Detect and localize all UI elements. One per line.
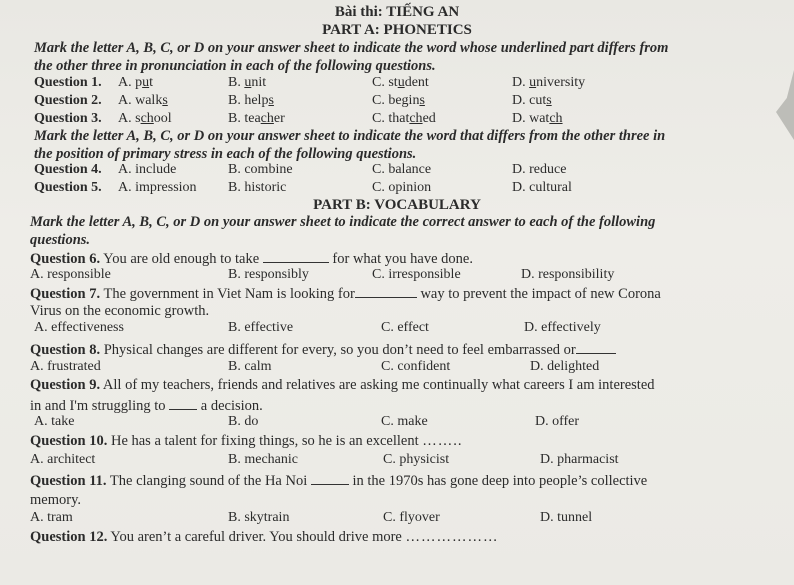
question-10-stem: Question 10. He has a talent for fixing things, so he is an excellent …….. [30, 433, 463, 449]
question-label: Question 11. [30, 473, 107, 489]
question-6-stem: Question 6. You are old enough to take for what you have done. [30, 251, 473, 267]
option-b[interactable]: B. calm [228, 359, 272, 374]
option-c[interactable]: C. physicist [383, 452, 450, 467]
option-a[interactable]: A. school [118, 111, 172, 126]
question-label: Question 1. [34, 75, 102, 90]
option-a[interactable]: A. put [118, 75, 154, 90]
answer-blank[interactable] [355, 285, 417, 298]
option-a[interactable]: A. architect [30, 452, 96, 467]
question-7-stem: Question 7. The government in Viet Nam is looking for way to prevent the impact of new Corona [30, 286, 661, 302]
option-c[interactable]: C. begins [372, 93, 425, 108]
option-b[interactable]: B. helps [228, 93, 274, 108]
answer-blank[interactable]: ……………… [405, 529, 499, 545]
option-d[interactable]: D. effectively [524, 320, 601, 335]
option-d[interactable]: D. pharmacist [540, 452, 619, 467]
question-9-stem-cont: in and I'm struggling to a decision. [30, 398, 263, 414]
option-b[interactable]: B. effective [228, 320, 294, 335]
question-11-stem: Question 11. The clanging sound of the Ha Noi in the 1970s has gone deep into people’s collective [30, 473, 648, 489]
question-label: Question 4. [34, 162, 102, 177]
question-label: Question 12. [30, 529, 108, 545]
question-label: Question 3. [34, 111, 102, 126]
instruction-pronunciation: Mark the letter A, B, C, or D on your answer sheet to indicate the word whose underlined part differs from the other three in pronunciation in each of the following questions. [34, 40, 669, 74]
option-b[interactable]: B. skytrain [228, 510, 290, 525]
option-d[interactable]: D. tunnel [540, 510, 593, 525]
question-label: Question 8. [30, 342, 101, 358]
question-11-stem-cont: memory. [30, 492, 82, 508]
option-d[interactable]: D. responsibility [521, 267, 615, 282]
option-d[interactable]: D. cuts [512, 93, 552, 108]
option-b[interactable]: B. mechanic [228, 452, 298, 467]
answer-blank[interactable] [263, 250, 329, 263]
option-a[interactable]: A. impression [118, 180, 197, 195]
option-c[interactable]: C. opinion [372, 180, 432, 195]
question-label: Question 7. [30, 286, 101, 302]
instruction-vocabulary: Mark the letter A, B, C, or D on your answer sheet to indicate the correct answer to each of the following questions. [30, 214, 656, 248]
option-a[interactable]: A. frustrated [30, 359, 101, 374]
option-c[interactable]: C. flyover [383, 510, 440, 525]
question-7-stem-cont: Virus on the economic growth. [30, 303, 210, 319]
exam-title: Bài thi: TIẾNG AN [334, 4, 460, 20]
question-8-stem: Question 8. Physical changes are different for every, so you don’t need to feel embarrassed or [30, 341, 616, 359]
option-c[interactable]: C. confident [381, 359, 451, 374]
option-b[interactable]: B. do [228, 414, 259, 429]
question-label: Question 5. [34, 180, 102, 195]
option-d[interactable]: D. watch [512, 111, 563, 126]
question-9-stem: Question 9. All of my teachers, friends and relatives are asking me continually what careers I am interested [30, 377, 655, 393]
option-a[interactable]: A. effectiveness [34, 320, 124, 335]
option-c[interactable]: C. student [372, 75, 429, 90]
option-b[interactable]: B. unit [228, 75, 267, 90]
option-a[interactable]: A. walks [118, 93, 168, 108]
option-c[interactable]: C. make [381, 414, 428, 429]
option-c[interactable]: C. thatched [372, 111, 436, 126]
answer-blank[interactable] [576, 341, 616, 354]
question-12-stem: Question 12. You aren’t a careful driver. You should drive more ……………… [30, 529, 499, 545]
question-label: Question 9. [30, 377, 101, 393]
part-b-heading: PART B: VOCABULARY [313, 197, 481, 213]
option-c[interactable]: C. effect [381, 320, 429, 335]
question-label: Question 10. [30, 433, 108, 449]
option-b[interactable]: B. responsibly [228, 267, 309, 282]
option-b[interactable]: B. historic [228, 180, 287, 195]
page-corner-shadow [776, 70, 794, 140]
option-d[interactable]: D. university [512, 75, 586, 90]
option-a[interactable]: A. include [118, 162, 177, 177]
option-a[interactable]: A. tram [30, 510, 73, 525]
option-a[interactable]: A. take [34, 414, 75, 429]
option-b[interactable]: B. combine [228, 162, 293, 177]
option-d[interactable]: D. offer [535, 414, 580, 429]
instruction-stress: Mark the letter A, B, C, or D on your answer sheet to indicate the word that differs from the other three in the position of primary stress in each of the following questions. [34, 128, 666, 162]
question-label: Question 2. [34, 93, 102, 108]
answer-blank[interactable] [169, 397, 197, 410]
option-d[interactable]: D. delighted [530, 359, 600, 374]
option-d[interactable]: D. cultural [512, 180, 572, 195]
part-a-heading: PART A: PHONETICS [322, 22, 472, 38]
option-c[interactable]: C. irresponsible [372, 267, 461, 282]
option-a[interactable]: A. responsible [30, 267, 111, 282]
answer-blank[interactable] [311, 472, 349, 485]
option-c[interactable]: C. balance [372, 162, 432, 177]
option-d[interactable]: D. reduce [512, 162, 567, 177]
answer-blank[interactable]: …….. [422, 433, 463, 449]
question-label: Question 6. [30, 251, 101, 267]
option-b[interactable]: B. teacher [228, 111, 285, 126]
